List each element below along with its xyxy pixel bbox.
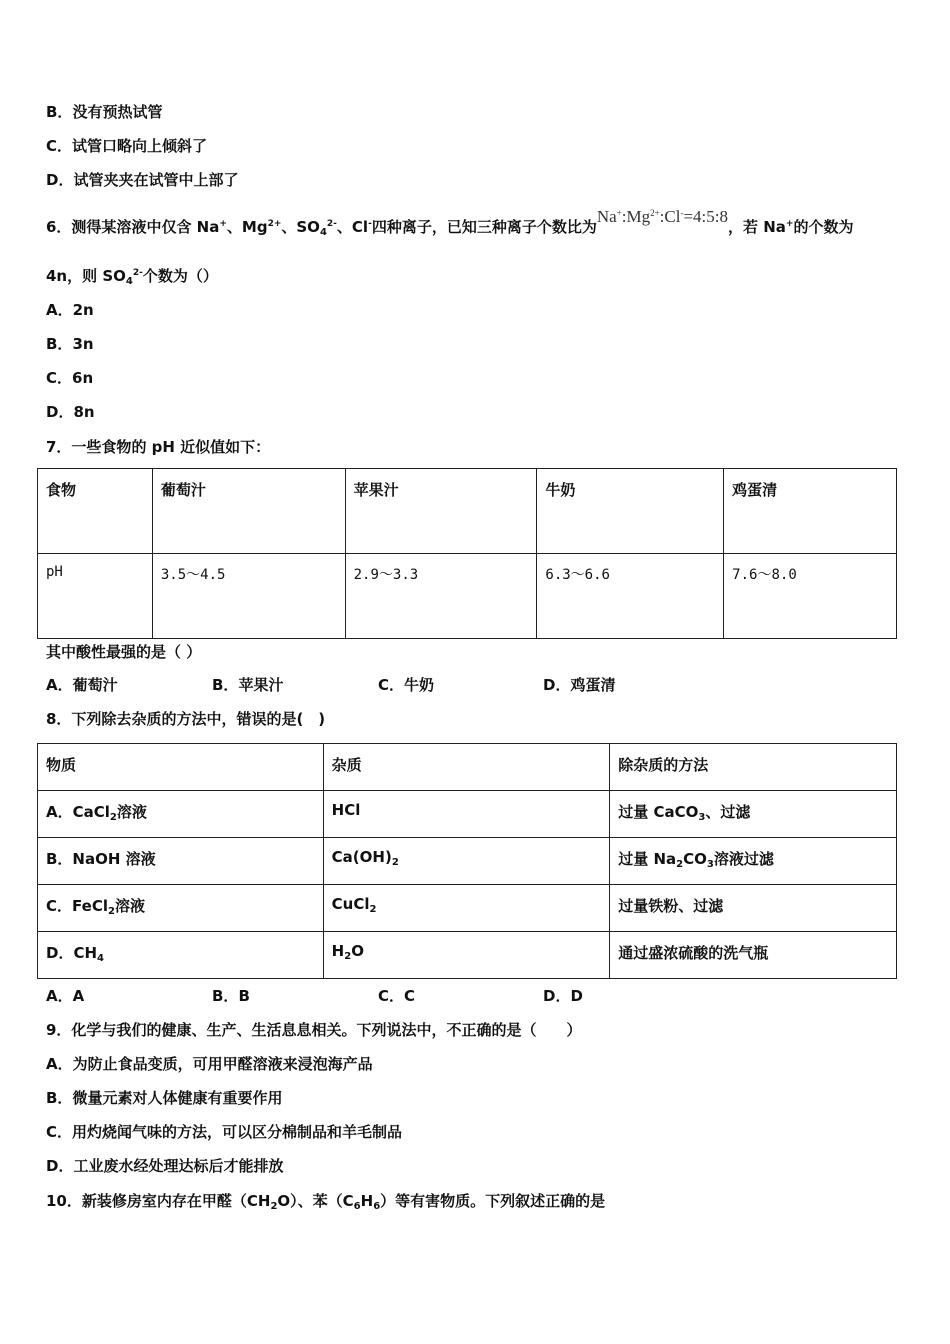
q9-option-d [46, 1156, 283, 1176]
table-cell [38, 838, 324, 885]
table-cell [610, 885, 897, 932]
text-segment: 溶液 [116, 803, 147, 821]
text-segment: 6．测得某溶液中仅含 Na [46, 218, 220, 236]
q8-option-a [46, 986, 84, 1006]
table-header-row [38, 469, 897, 554]
superscript: + [219, 219, 227, 229]
option-text: C [404, 987, 416, 1005]
text-segment: H [331, 942, 345, 960]
text-segment: ，若 Na [728, 218, 786, 236]
option-label: B． [46, 335, 73, 353]
text-segment: 的个数为 [793, 218, 854, 236]
table-cell [323, 791, 610, 838]
q5-option-b [46, 102, 162, 122]
option-label: C． [378, 987, 405, 1005]
table-cell [38, 791, 324, 838]
text-segment: 个数为（） [142, 267, 218, 285]
subscript: 2 [109, 812, 117, 823]
table-cell: 6.3～6.6 [537, 554, 724, 639]
q6-option-d [46, 402, 95, 422]
option-label: A． [46, 1055, 73, 1073]
option-text: 没有预热试管 [72, 103, 163, 121]
ph-table [37, 468, 897, 639]
impurity-table [37, 743, 897, 979]
option-label: A． [46, 676, 73, 694]
superscript: + [785, 219, 794, 229]
superscript: 2+ [650, 208, 660, 218]
superscript: 2+ [267, 219, 282, 229]
text-segment: 四种离子，已知三种离子个数比为 [371, 218, 597, 236]
subscript: 2 [676, 859, 684, 870]
table-header-row [38, 744, 897, 791]
q9-option-a [46, 1054, 373, 1074]
table-cell: 葡萄汁 [152, 469, 345, 554]
table-cell: 食物 [38, 469, 153, 554]
option-label: C． [46, 369, 73, 387]
option-label: D． [543, 987, 571, 1005]
subscript: 4 [319, 227, 327, 238]
option-label: B． [46, 1089, 73, 1107]
option-label: D． [46, 1157, 74, 1175]
subscript: 3 [698, 812, 706, 823]
option-text: 试管口略向上倾斜了 [72, 137, 208, 155]
subscript: 6 [373, 1201, 381, 1212]
table-cell [610, 791, 897, 838]
subscript: 2 [344, 951, 352, 962]
superscript: + [616, 208, 622, 218]
text-segment: 溶液过滤 [713, 850, 774, 868]
q5-option-c [46, 136, 207, 156]
text-segment: 、SO [281, 218, 320, 236]
q6-option-c [46, 368, 93, 388]
table-cell: 除杂质的方法 [610, 744, 897, 791]
superscript: - [680, 208, 684, 218]
q9-option-b [46, 1088, 282, 1108]
q8-option-c [378, 986, 415, 1006]
superscript: - [368, 219, 372, 229]
table-cell: pH [38, 554, 153, 639]
text-segment: :Mg [621, 207, 651, 226]
text-segment: O）、苯（C [277, 1192, 354, 1210]
table-cell: 鸡蛋清 [724, 469, 897, 554]
option-text: 葡萄汁 [72, 676, 118, 694]
q6-stem-end [728, 218, 853, 236]
option-text: 苹果汁 [238, 676, 284, 694]
text-segment: A．CaCl [46, 803, 110, 821]
option-text: 为防止食品变质，可用甲醛溶液来浸泡海产品 [72, 1055, 373, 1073]
text-segment: 、过滤 [705, 803, 751, 821]
q6-stem-text [46, 218, 597, 236]
q7-option-d [543, 675, 615, 695]
table-cell: 杂质 [323, 744, 610, 791]
subscript: 6 [353, 1201, 361, 1212]
option-label: B． [212, 676, 239, 694]
option-label: C． [378, 676, 405, 694]
table-cell [38, 932, 324, 979]
subscript: 2 [107, 906, 115, 917]
option-text: 微量元素对人体健康有重要作用 [72, 1089, 283, 1107]
option-text: 8n [73, 403, 95, 421]
table-row [38, 885, 897, 932]
subscript: 2 [391, 857, 399, 868]
table-cell: 2.9～3.3 [345, 554, 537, 639]
option-text: 2n [72, 301, 94, 319]
option-text: 工业废水经处理达标后才能排放 [73, 1157, 284, 1175]
option-label: D． [46, 171, 74, 189]
text-segment: Na [596, 207, 617, 226]
q9-stem: 9．化学与我们的健康、生产、生活息息相关。下列说法中，不正确的是（ ） [46, 1021, 582, 1039]
q7-stem: 7．一些食物的 pH 近似值如下： [46, 438, 271, 456]
option-text: B [238, 987, 250, 1005]
subscript: 2 [270, 1201, 278, 1212]
subscript: 4 [97, 953, 104, 964]
superscript: 2- [326, 219, 337, 229]
q8-option-d [543, 986, 583, 1006]
text-segment: HCl [331, 801, 361, 819]
table-row [38, 932, 897, 979]
table-cell [323, 932, 610, 979]
table-cell: 苹果汁 [345, 469, 537, 554]
q6-stem-line1 [46, 207, 854, 238]
text-segment: 4n，则 SO [46, 267, 126, 285]
option-label: A． [46, 987, 73, 1005]
table-cell: 3.5～4.5 [152, 554, 345, 639]
option-text: 6n [72, 369, 94, 387]
q7-question: 其中酸性最强的是（ ） [46, 643, 202, 661]
q8-option-b [212, 986, 250, 1006]
text-segment: H [360, 1192, 374, 1210]
text-segment: :Cl [659, 207, 681, 226]
option-text: 鸡蛋清 [570, 676, 616, 694]
option-text: 3n [72, 335, 94, 353]
q9-option-c [46, 1122, 402, 1142]
option-label: B． [212, 987, 239, 1005]
table-row [38, 554, 897, 639]
option-text: D [570, 987, 583, 1005]
table-row [38, 838, 897, 885]
text-segment: 通过盛浓硫酸的洗气瓶 [618, 944, 769, 962]
q10-stem [46, 1191, 605, 1211]
q6-stem-line2 [46, 266, 218, 286]
text-segment: 、Cl [336, 218, 369, 236]
option-label: A． [46, 301, 73, 319]
text-segment: 过量 CaCO [618, 803, 699, 821]
q5-option-d [46, 170, 238, 190]
option-text: 试管夹夹在试管中上部了 [73, 171, 239, 189]
subscript: 3 [706, 859, 714, 870]
text-segment: D．CH [46, 944, 98, 962]
text-segment: CuCl [331, 895, 370, 913]
q6-ratio-formula [597, 207, 728, 226]
subscript: 4 [125, 276, 133, 287]
text-segment: O [351, 942, 364, 960]
option-text: 牛奶 [404, 676, 435, 694]
table-row [38, 791, 897, 838]
text-segment: 、Mg [226, 218, 268, 236]
q8-stem: 8．下列除去杂质的方法中，错误的是( ) [46, 710, 326, 728]
text-segment: 过量铁粉、过滤 [618, 897, 724, 915]
text-segment: 溶液 [114, 897, 145, 915]
subscript: 2 [369, 904, 377, 915]
text-segment: 过量 Na [618, 850, 677, 868]
table-cell: 牛奶 [537, 469, 724, 554]
text-segment: C．FeCl [46, 897, 108, 915]
option-label: C． [46, 137, 73, 155]
option-text: 用灼烧闻气味的方法，可以区分棉制品和羊毛制品 [72, 1123, 403, 1141]
option-label: C． [46, 1123, 73, 1141]
q7-option-c [378, 675, 434, 695]
text-segment: B．NaOH 溶液 [46, 850, 156, 868]
text-segment: 10．新装修房室内存在甲醛（CH [46, 1192, 271, 1210]
q7-option-a [46, 675, 118, 695]
text-segment: =4:5:8 [683, 207, 728, 226]
table-cell [38, 885, 324, 932]
option-label: D． [543, 676, 571, 694]
text-segment: CO [683, 850, 707, 868]
q6-option-a [46, 300, 94, 320]
table-cell [323, 885, 610, 932]
table-cell [610, 932, 897, 979]
q7-option-b [212, 675, 283, 695]
table-cell: 物质 [38, 744, 324, 791]
text-segment: ）等有害物质。下列叙述正确的是 [380, 1192, 606, 1210]
text-segment: Ca(OH) [331, 848, 392, 866]
option-text: A [72, 987, 85, 1005]
option-label: B． [46, 103, 73, 121]
table-cell [323, 838, 610, 885]
q6-option-b [46, 334, 94, 354]
table-cell: 7.6～8.0 [724, 554, 897, 639]
table-cell [610, 838, 897, 885]
superscript: 2- [132, 268, 143, 278]
option-label: D． [46, 403, 74, 421]
